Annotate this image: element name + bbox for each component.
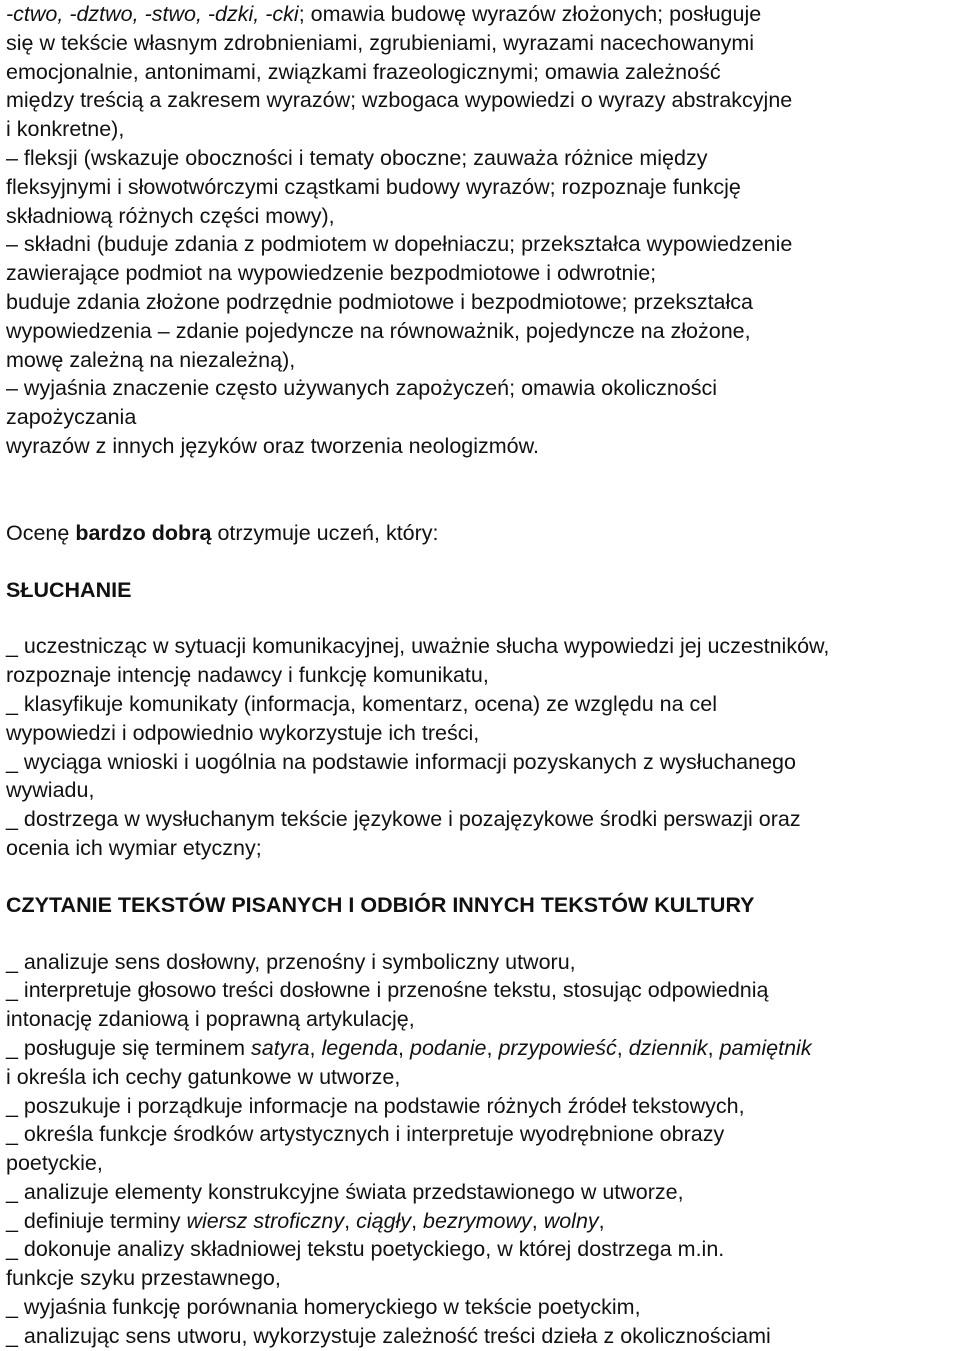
section-heading-reading: CZYTANIE TEKSTÓW PISANYCH I ODBIÓR INNYCH TEKSTÓW KULTURY [6, 892, 755, 917]
term: pamiętnik [719, 1035, 812, 1060]
list-item: _ analizuje elementy konstrukcyjne świata przedstawionego w utworze, [6, 1179, 684, 1204]
list-item: rozpoznaje intencję nadawcy i funkcję komunikatu, [6, 663, 489, 688]
list-item: wywiadu, [6, 778, 95, 803]
term: bezrymowy [423, 1208, 532, 1233]
grade-intro [6, 519, 954, 548]
text-line: zapożyczania [6, 405, 137, 430]
list-item: _ poszukuje i porządkuje informacje na podstawie różnych źródeł tekstowych, [6, 1093, 745, 1118]
list-item: _ dostrzega w wysłuchanym tekście językowe i pozajęzykowe środki perswazji oraz [6, 807, 801, 832]
separator: , [398, 1035, 410, 1060]
text-line: składniową różnych części mowy), [6, 203, 335, 228]
text-line: fleksyjnymi i słowotwórczymi cząstkami budowy wyrazów; rozpoznaje funkcję [6, 174, 741, 199]
listening-list [6, 632, 954, 862]
grade-level: bardzo dobrą [75, 520, 212, 545]
list-item: i określa ich cechy gatunkowe w utworze, [6, 1064, 401, 1089]
term: satyra [250, 1035, 310, 1060]
list-item: poetyckie, [6, 1151, 103, 1176]
separator: , [598, 1208, 605, 1233]
reading-list [6, 948, 954, 1351]
separator: , [531, 1208, 544, 1233]
text-line: – fleksji (wskazuje oboczności i tematy oboczne; zauważa różnice między [6, 145, 708, 170]
suffix-list: -ctwo, -dztwo, -stwo, -dzki, -cki [6, 2, 299, 26]
separator: , [309, 1035, 322, 1060]
list-item: _ klasyfikuje komunikaty (informacja, komentarz, ocena) ze względu na cel [6, 691, 718, 716]
text-line: wypowiedzenia – zdanie pojedyncze na równoważnik, pojedyncze na złożone, [6, 318, 751, 343]
term: legenda [321, 1035, 399, 1060]
term: przypowieść [498, 1035, 617, 1060]
term: ciągły [356, 1208, 412, 1233]
item-text: _ posługuje się terminem [6, 1035, 251, 1060]
text-line: między treścią a zakresem wyrazów; wzbogaca wypowiedzi o wyrazy abstrakcyjne [6, 88, 793, 113]
separator: , [707, 1035, 720, 1060]
list-item: funkcje szyku przestawnego, [6, 1266, 281, 1291]
term: podanie [409, 1035, 487, 1060]
top-block [6, 0, 954, 461]
list-item: _ analizując sens utworu, wykorzystuje zależność treści dzieła z okolicznościami [6, 1323, 771, 1348]
text-line: i konkretne), [6, 117, 125, 142]
separator: , [344, 1208, 357, 1233]
separator: , [616, 1035, 629, 1060]
list-item [6, 1034, 954, 1063]
text-line: emocjonalnie, antonimami, związkami frazeologicznymi; omawia zależność [6, 59, 721, 84]
text-line: zawierające podmiot na wypowiedzenie bezpodmiotowe i odwrotnie; [6, 261, 657, 286]
grade-intro-after: otrzymuje uczeń, który: [211, 520, 439, 545]
list-item: intonację zdaniową i poprawną artykulację, [6, 1007, 415, 1032]
list-item: wypowiedzi i odpowiednio wykorzystuje ich treści, [6, 720, 480, 745]
text-line: – wyjaśnia znaczenie często używanych zapożyczeń; omawia okoliczności [6, 376, 718, 401]
separator: , [486, 1035, 499, 1060]
term: wolny [543, 1208, 599, 1233]
text-line: buduje zdania złożone podrzędnie podmiotowe i bezpodmiotowe; przekształca [6, 289, 753, 314]
text-line: się w tekście własnym zdrobnieniami, zgrubieniami, wyrazami nacechowanymi [6, 30, 755, 55]
list-item [6, 1207, 954, 1236]
list-item: _ wyciąga wnioski i uogólnia na podstawie informacji pozyskanych z wysłuchanego [6, 749, 796, 774]
term: wiersz stroficzny [186, 1208, 345, 1233]
grade-intro-before: Ocenę [6, 520, 76, 545]
text-line: wyrazów z innych języków oraz tworzenia neologizmów. [6, 433, 539, 458]
section-heading-listening: SŁUCHANIE [6, 577, 132, 602]
term: dziennik [628, 1035, 708, 1060]
text-line-rest: ; omawia budowę wyrazów złożonych; posługuje [298, 2, 762, 26]
list-item: _ uczestnicząc w sytuacji komunikacyjnej, uważnie słucha wypowiedzi jej uczestników, [6, 634, 830, 659]
text-line [6, 0, 954, 29]
list-item: _ wyjaśnia funkcję porównania homeryckiego w tekście poetyckim, [6, 1295, 641, 1320]
separator: , [411, 1208, 424, 1233]
text-line: mowę zależną na niezależną), [6, 347, 296, 372]
list-item: _ dokonuje analizy składniowej tekstu poetyckiego, w której dostrzega m.in. [6, 1237, 725, 1262]
list-item: _ określa funkcje środków artystycznych i interpretuje wyodrębnione obrazy [6, 1122, 725, 1147]
item-text: _ definiuje terminy [6, 1208, 187, 1233]
list-item: _ analizuje sens dosłowny, przenośny i symboliczny utworu, [6, 949, 576, 974]
list-item: _ interpretuje głosowo treści dosłowne i przenośne tekstu, stosując odpowiednią [6, 978, 769, 1003]
list-item: ocenia ich wymiar etyczny; [6, 835, 262, 860]
text-line: – składni (buduje zdania z podmiotem w dopełniaczu; przekształca wypowiedzenie [6, 232, 793, 257]
